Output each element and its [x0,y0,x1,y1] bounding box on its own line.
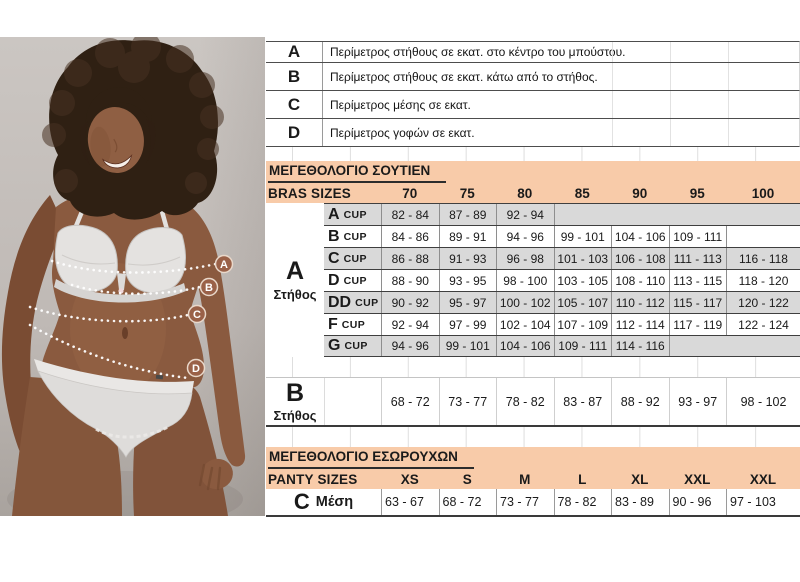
panty-size-s: S [462,471,472,487]
cup-suffix: CUP [343,230,367,243]
model-photo [0,37,265,516]
cup-label [324,204,381,225]
size-range-cell: 93 - 95 [439,270,497,291]
size-range-cell: 68 - 72 [439,489,497,515]
woman-measurement-illustration [0,37,265,516]
marker-b-label: B [205,282,213,294]
section-letter: C [293,489,310,514]
measurement-legend-table [266,41,800,147]
size-range-cell: 116 - 118 [726,248,800,269]
panty-sizes-label: PANTY SIZES [268,471,358,487]
size-range-cell: 99 - 101 [554,226,612,247]
size-range-cell: 89 - 91 [439,226,497,247]
empty-cell [728,91,799,118]
section-label: Μέση [315,494,354,510]
size-range-cell: 78 - 82 [554,489,612,515]
size-range-cell [669,336,727,356]
size-range-cell [554,204,612,225]
cup-row-dd [324,291,800,313]
legend-letter: A [266,42,323,62]
panty-size-xxl-2: XXL [749,471,777,487]
size-range-cell: 105 - 107 [554,292,612,313]
size-range-cell [669,204,727,225]
cup-suffix: CUP [344,340,368,352]
size-range-cell: 88 - 90 [381,270,439,291]
size-range-cell: 88 - 92 [611,378,669,425]
empty-cell [612,119,670,146]
waist-section-label [266,489,381,515]
size-range-cell: 94 - 96 [496,226,554,247]
empty-cell [670,42,728,62]
hair-and-face [42,37,224,220]
empty-cell [670,63,728,90]
size-range-cell [611,204,669,225]
marker-a-label: A [220,259,228,271]
size-range-cell: 87 - 89 [439,204,497,225]
empty-cell [670,91,728,118]
cup-label [324,270,381,291]
empty-cell [324,378,381,425]
size-range-cell: 98 - 100 [496,270,554,291]
size-range-cell [726,204,800,225]
cup-letter: F [328,315,338,333]
panty-table-title-row [266,447,800,469]
cup-label [324,336,381,356]
empty-cell [728,119,799,146]
cup-label [324,226,381,247]
empty-cell [612,91,670,118]
legend-row-c [266,91,800,119]
legend-description: Περίμετρος στήθους σε εκατ. στο κέντρο του μπούστου. [330,45,626,59]
size-range-cell: 92 - 94 [381,314,439,335]
size-range-cell: 90 - 96 [669,489,727,515]
legend-row-b [266,63,800,91]
size-range-cell: 120 - 122 [726,292,800,313]
size-range-cell: 114 - 116 [611,336,669,356]
spreadsheet-gridline-spacer [266,357,800,377]
legend-description: Περίμετρος γοφών σε εκατ. [330,125,475,140]
panty-size-xxl: XXL [684,471,711,487]
bra-size-90: 90 [632,186,648,201]
size-range-cell: 78 - 82 [496,378,554,425]
size-range-cell: 104 - 106 [496,336,554,356]
marker-d-label: D [192,363,200,375]
marker-c-label: C [193,309,201,321]
bust-section-label [266,203,324,357]
legend-row-a [266,41,800,63]
size-range-cell: 106 - 108 [611,248,669,269]
empty-cell [612,63,670,90]
size-range-cell: 100 - 102 [496,292,554,313]
size-range-cell: 84 - 86 [381,226,439,247]
empty-cell [728,42,799,62]
empty-cell [670,119,728,146]
spreadsheet-gridline-spacer [266,147,800,161]
size-range-cell: 93 - 97 [669,378,727,425]
size-range-cell: 97 - 103 [726,489,800,515]
cup-label [324,248,381,269]
cup-letter: DD [328,293,352,311]
size-range-cell: 122 - 124 [726,314,800,335]
empty-cell [728,63,799,90]
bra-size-80: 80 [517,186,533,201]
cup-row-a [324,203,800,225]
cup-row-c [324,247,800,269]
size-range-cell: 109 - 111 [554,336,612,356]
size-range-cell: 63 - 67 [381,489,439,515]
size-range-cell: 83 - 89 [611,489,669,515]
size-range-cell: 118 - 120 [726,270,800,291]
legend-letter: C [266,91,323,118]
size-range-cell: 73 - 77 [439,378,497,425]
size-range-cell: 94 - 96 [381,336,439,356]
panty-table-title: ΜΕΓΕΘΟΛΟΓΙΟ ΕΣΩΡΟΥΧΩΝ [268,448,474,469]
cup-row-d [324,269,800,291]
size-range-cell: 110 - 112 [611,292,669,313]
cup-row-g [324,335,800,357]
bra-size-85: 85 [574,186,590,201]
size-range-cell: 102 - 104 [496,314,554,335]
size-range-cell: 112 - 114 [611,314,669,335]
panty-sizes-header-row [266,469,800,489]
bra-size-100: 100 [751,186,775,201]
bra-table-body [266,203,800,357]
empty-cell [612,42,670,62]
cup-letter: D [328,271,340,289]
size-range-cell: 99 - 101 [439,336,497,356]
size-range-cell: 96 - 98 [496,248,554,269]
panty-size-m: M [519,471,531,487]
size-range-cell: 73 - 77 [496,489,554,515]
size-range-cell: 82 - 84 [381,204,439,225]
cup-suffix: CUP [341,318,366,331]
cup-label [324,292,381,313]
size-range-cell: 108 - 110 [611,270,669,291]
size-range-cell: 101 - 103 [554,248,612,269]
size-range-cell: 86 - 88 [381,248,439,269]
size-range-cell: 92 - 94 [496,204,554,225]
size-range-cell: 111 - 113 [669,248,727,269]
size-range-cell: 113 - 115 [669,270,727,291]
section-label: Στήθος [273,286,317,302]
section-label: Στήθος [273,407,317,423]
waist-row [266,489,800,517]
legend-description: Περίμετρος στήθους σε εκατ. κάτω από το στήθος. [330,69,598,84]
size-range-cell: 83 - 87 [554,378,612,425]
cup-letter: G [328,337,341,354]
size-range-cell: 107 - 109 [554,314,612,335]
size-range-cell [726,336,800,356]
cup-letter: C [328,249,340,267]
bra-size-75: 75 [459,186,475,201]
panty-size-xl: XL [631,471,649,487]
cup-suffix: CUP [343,274,367,287]
cup-row-f [324,313,800,335]
bra-sizes-label: BRAS SIZES [268,186,352,201]
legend-letter: B [266,63,323,90]
section-letter: B [285,378,305,407]
panty-sizes-table [266,447,800,517]
underbust-row [266,377,800,427]
size-range-cell: 95 - 97 [439,292,497,313]
legend-description: Περίμετρος μέσης σε εκατ. [330,97,471,112]
cup-letter: A [328,205,340,223]
size-range-cell: 97 - 99 [439,314,497,335]
size-range-cell: 117 - 119 [669,314,727,335]
size-range-cell: 91 - 93 [439,248,497,269]
cup-suffix: CUP [355,296,379,309]
bra-size-70: 70 [402,186,418,201]
panty-size-xs: XS [400,471,419,487]
panty-size-l: L [578,471,587,487]
cup-suffix: CUP [343,208,367,221]
bra-sizes-table [266,161,800,357]
size-range-cell: 68 - 72 [381,378,439,425]
size-range-cell: 103 - 105 [554,270,612,291]
bra-sizes-header-row [266,184,800,203]
size-range-cell: 109 - 111 [669,226,727,247]
bra-size-95: 95 [689,186,705,201]
section-letter: A [285,256,305,285]
legend-letter: D [266,119,323,146]
bra-table-title-row [266,161,800,184]
size-range-cell [726,226,800,247]
size-range-cell: 98 - 102 [726,378,800,425]
size-range-cell: 104 - 106 [611,226,669,247]
size-range-cell: 90 - 92 [381,292,439,313]
legend-row-d [266,119,800,147]
cup-label [324,314,381,335]
cup-letter: B [328,227,340,245]
spreadsheet-gridline-spacer [266,427,800,447]
cup-row-b [324,225,800,247]
underbust-section-label [266,378,324,425]
bra-table-title: ΜΕΓΕΘΟΛΟΓΙΟ ΣΟΥΤΙΕΝ [268,162,446,183]
cup-suffix: CUP [343,252,367,265]
size-range-cell: 115 - 117 [669,292,727,313]
